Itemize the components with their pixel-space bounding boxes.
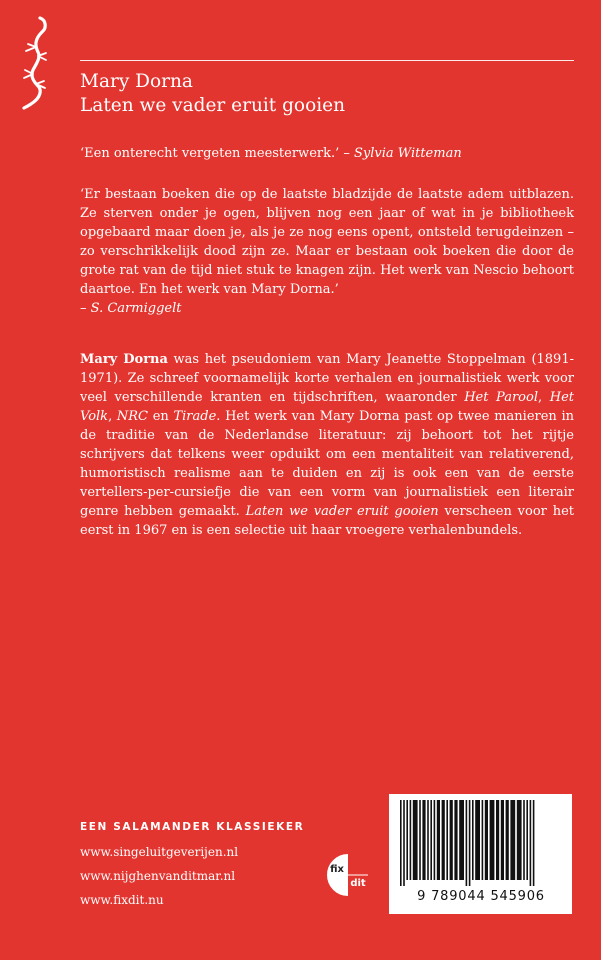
fixdit-logo-bottom: dit [350, 878, 366, 889]
bio-text-3: verscheen voor het eerst in 1967 en is een selectie uit haar vroegere verhalenbundels. [80, 504, 574, 538]
bio-sep-1: , [538, 390, 550, 405]
publication-parool: Het Parool [464, 390, 538, 405]
barcode-bar [410, 800, 412, 880]
publication-nrc: NRC [116, 409, 149, 424]
barcode-bar [517, 800, 522, 880]
barcode-bar [469, 800, 471, 886]
barcode-bar [496, 800, 499, 880]
fixdit-logo-top: fix [330, 864, 344, 875]
publication-tirade: Tirade [173, 409, 217, 424]
barcode-bar [422, 800, 425, 880]
bio-sep-2: , [108, 409, 117, 424]
barcode-bar [482, 800, 484, 880]
series-label: EEN SALAMANDER KLASSIEKER [80, 821, 305, 833]
quote-text: ‘Een onterecht vergeten meesterwerk.’ [80, 146, 340, 161]
barcode-bar [523, 800, 525, 880]
publisher-url-fixdit[interactable]: www.fixdit.nu [80, 893, 164, 907]
bio-text-2: . Het werk van Mary Dorna past op twee manieren in de traditie van de Nederlandse literatuur: zij behoort tot het rijtje schrijvers dat telkens weer opduikt om een mentaliteit van relativerend, humoristisch realisme aan te duiden en zij is ook een van de eerste vertellers-per-cursiefje die van een vorm van journalistiek een literair genre hebben gemaakt. [80, 409, 575, 519]
barcode-bar [510, 800, 515, 880]
salamander-logo-icon [14, 14, 60, 110]
publisher-url-singel[interactable]: www.singeluitgeverijen.nl [80, 845, 239, 859]
barcode-bar [400, 800, 402, 886]
barcode-bar [490, 800, 495, 880]
barcode-bar [459, 800, 464, 880]
barcode-bar [533, 800, 535, 886]
isbn-barcode-icon [398, 800, 564, 886]
barcode-bar [437, 800, 440, 880]
bio-author-name: Mary Dorna [80, 352, 168, 367]
bio-text-1: was het pseudoniem van Mary Jeanette Stoppelman (1891-1971). Ze schreef voornamelijk korte verhalen en journalistiek werk voor veel verschillende kranten en tijdschriften, waaronder [80, 352, 574, 405]
barcode-bar [450, 800, 453, 880]
publication-volk: Het Volk [80, 390, 575, 424]
bio-book-title: Laten we vader eruit gooien [245, 504, 439, 519]
quote-dash: – [339, 146, 355, 161]
barcode-bar [427, 800, 429, 880]
barcode-bar [466, 800, 468, 886]
author-biography [80, 350, 574, 540]
quote-source: Sylvia Witteman [354, 146, 462, 161]
author-name: Mary Dorna [80, 71, 193, 92]
barcode-bar [526, 800, 528, 880]
quote-source: S. Carmiggelt [90, 301, 182, 316]
barcode-bar [475, 800, 480, 880]
review-quote-witteman [80, 144, 462, 163]
barcode-bar [406, 800, 408, 880]
quote-attribution [80, 299, 574, 318]
barcode-bar [506, 800, 509, 880]
quote-text: ‘Er bestaan boeken die op de laatste bladzijde de laatste adem uitblazen. Ze sterven onder je ogen, blijven nog een jaar of wat in je bibliotheek opgebaard maar doen je, als je ze nog eens opent, ontsteld terugdeinzen – zo verschrikkelijk dood zijn ze. Maar er bestaan ook boeken die door de grote rat van de tijd niet stuk te knagen zijn. Het werk van Nescio behoort daartoe. En het werk van Mary Dorna.’ [80, 187, 574, 297]
barcode-bar [430, 800, 432, 880]
review-quote-carmiggelt [80, 185, 574, 318]
barcode-bar [434, 800, 436, 880]
quote-dash: – [80, 301, 91, 316]
header-divider [80, 60, 574, 61]
barcode-bar [485, 800, 488, 880]
barcode-bar [454, 800, 457, 880]
barcode-bar [472, 800, 474, 880]
fixdit-logo-icon [325, 852, 371, 898]
isbn-number: 9 789044 545906 [417, 889, 545, 904]
barcode-bar [442, 800, 445, 880]
barcode-bar [419, 800, 421, 880]
barcode-bar [413, 800, 418, 880]
bio-sep-3: en [148, 409, 174, 424]
book-title: Laten we vader eruit gooien [80, 95, 345, 116]
publisher-url-nijgh[interactable]: www.nijghenvanditmar.nl [80, 869, 236, 883]
barcode-bar [446, 800, 448, 880]
barcode-bar [403, 800, 405, 886]
barcode-bar [501, 800, 504, 880]
barcode-bar [530, 800, 532, 886]
